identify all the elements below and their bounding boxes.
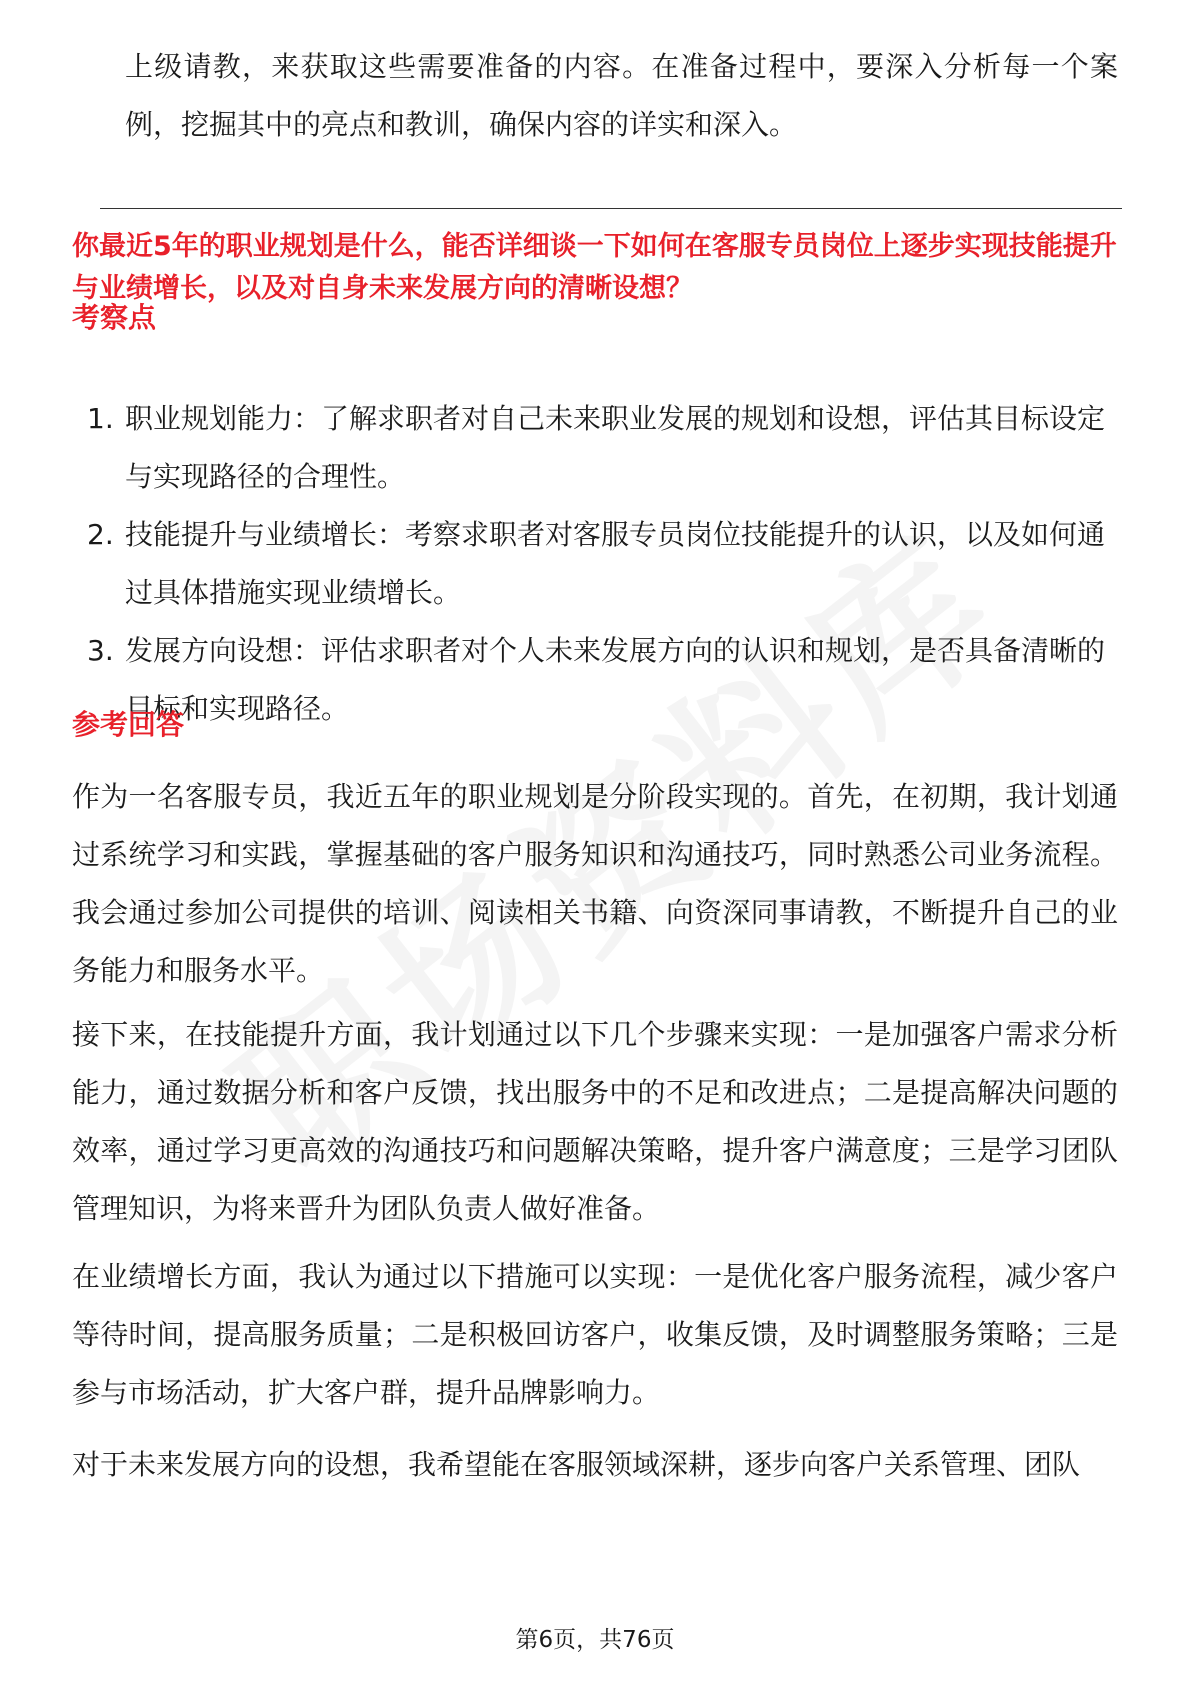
answer-paragraph: 作为一名客服专员，我近五年的职业规划是分阶段实现的。首先，在初期，我计划通过系统学习和实践，掌握基础的客户服务知识和沟通技巧，同时熟悉公司业务流程。我会通过参加公司提供的培训、阅读相关书籍、向资深同事请教，不断提升自己的业务能力和服务水平。 — [72, 780, 1118, 987]
answer-paragraph: 在业绩增长方面，我认为通过以下措施可以实现：一是优化客户服务流程，减少客户等待时间，提高服务质量；二是积极回访客户，收集反馈，及时调整服务策略；三是参与市场活动，扩大客户群，提升品牌影响力。 — [72, 1260, 1118, 1409]
intro-continuation-paragraph: 上级请教，来获取这些需要准备的内容。在准备过程中，要深入分析每一个案例，挖掘其中的亮点和教训，确保内容的详实和深入。 — [125, 50, 1118, 141]
answer-heading: 参考回答 — [72, 708, 185, 741]
list-item-number: 3. — [87, 634, 114, 667]
assessment-heading: 考察点 — [72, 301, 157, 334]
list-item-text: 技能提升与业绩增长：考察求职者对客服专员岗位技能提升的认识，以及如何通过具体措施实现业绩增长。 — [125, 518, 1106, 609]
list-item — [72, 506, 1118, 622]
interview-question: 你最近5年的职业规划是什么，能否详细谈一下如何在客服专员岗位上逐步实现技能提升与业绩增长，以及对自身未来发展方向的清晰设想？ — [72, 231, 1117, 304]
assessment-list — [72, 390, 1118, 738]
answer-paragraph: 接下来，在技能提升方面，我计划通过以下几个步骤来实现：一是加强客户需求分析能力，通过数据分析和客户反馈，找出服务中的不足和改进点；二是提高解决问题的效率，通过学习更高效的沟通技巧和问题解决策略，提升客户满意度；三是学习团队管理知识，为将来晋升为团队负责人做好准备。 — [72, 1018, 1118, 1225]
list-item-number: 1. — [87, 402, 114, 435]
page-footer: 第6页，共76页 — [515, 1627, 675, 1653]
list-item-text: 职业规划能力：了解求职者对自己未来职业发展的规划和设想，评估其目标设定与实现路径的合理性。 — [125, 402, 1106, 493]
section-divider — [100, 208, 1122, 209]
answer-paragraph: 对于未来发展方向的设想，我希望能在客服领域深耕，逐步向客户关系管理、团队 — [72, 1448, 1081, 1481]
list-item-text: 发展方向设想：评估求职者对个人未来发展方向的认识和规划，是否具备清晰的目标和实现路径。 — [125, 634, 1106, 725]
list-item — [72, 622, 1118, 738]
list-item — [72, 390, 1118, 506]
list-item-number: 2. — [87, 518, 114, 551]
